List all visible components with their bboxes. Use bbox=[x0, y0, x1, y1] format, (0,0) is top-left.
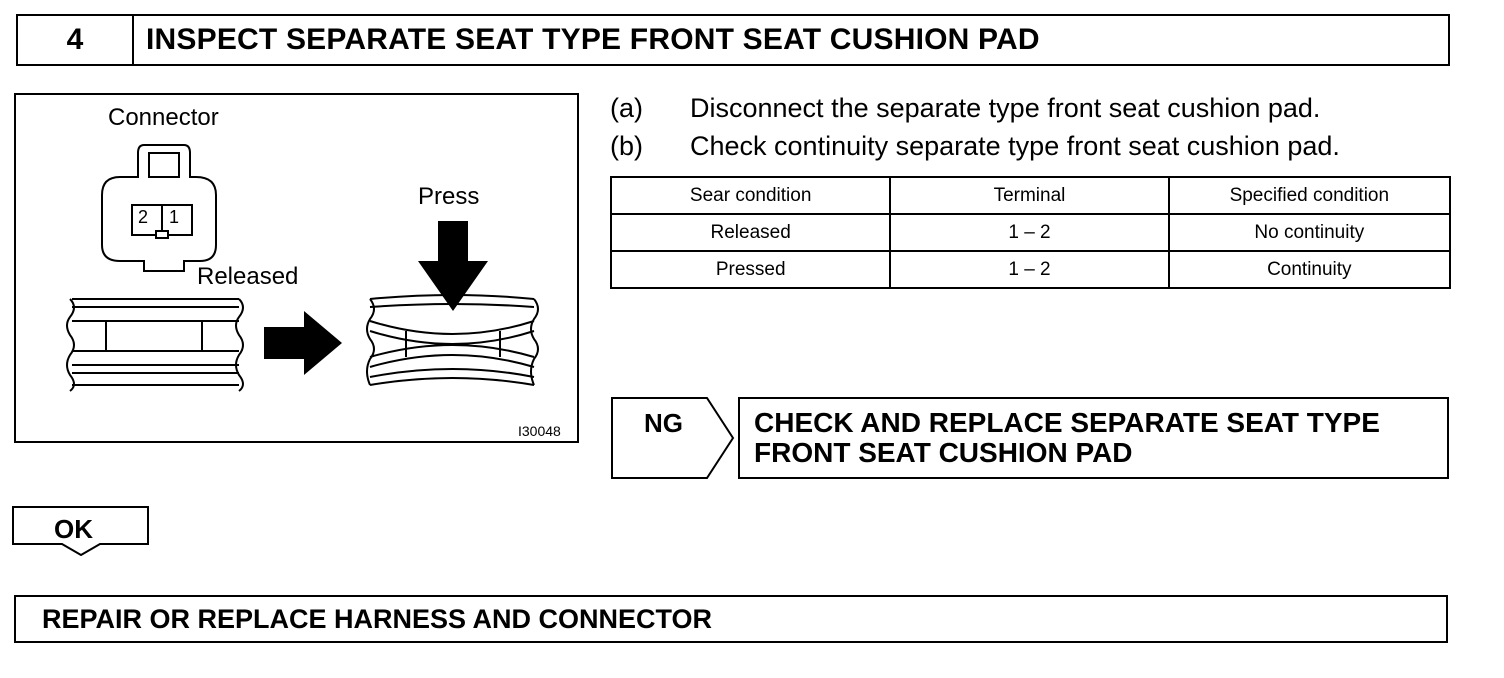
step-a-marker: (a) bbox=[610, 93, 643, 123]
next-step-box bbox=[14, 595, 1448, 643]
step-header bbox=[16, 14, 1450, 66]
figure-code: I30048 bbox=[518, 423, 561, 439]
ng-action-line-2: FRONT SEAT CUSHION PAD bbox=[754, 437, 1133, 468]
table-row bbox=[611, 251, 1450, 288]
continuity-table bbox=[610, 176, 1451, 289]
illustration-panel bbox=[14, 93, 579, 443]
step-a bbox=[610, 93, 1320, 124]
released-label: Released bbox=[197, 263, 299, 290]
table-cell: No continuity bbox=[1169, 214, 1450, 251]
table-cell: Released bbox=[611, 214, 890, 251]
step-title: INSPECT SEPARATE SEAT TYPE FRONT SEAT CUSHION PAD bbox=[146, 23, 1040, 56]
arrow-right-icon bbox=[264, 311, 342, 375]
ng-action-line-1: CHECK AND REPLACE SEPARATE SEAT TYPE bbox=[754, 407, 1380, 438]
pin-1-label: 1 bbox=[169, 207, 180, 227]
next-step-text: REPAIR OR REPLACE HARNESS AND CONNECTOR bbox=[42, 603, 713, 634]
connector-icon bbox=[102, 145, 216, 271]
table-cell: Continuity bbox=[1169, 251, 1450, 288]
step-b-marker: (b) bbox=[610, 131, 643, 161]
table-cell: 1 – 2 bbox=[890, 214, 1168, 251]
connector-label: Connector bbox=[108, 104, 219, 131]
table-header: Sear condition bbox=[611, 177, 890, 214]
table-row bbox=[611, 214, 1450, 251]
press-label: Press bbox=[418, 183, 480, 210]
ng-action-box bbox=[738, 397, 1449, 479]
pin-2-label: 2 bbox=[138, 207, 149, 227]
table-header-row bbox=[611, 177, 1450, 214]
ng-label: NG bbox=[644, 408, 683, 438]
step-b-text: Check continuity separate type front seat cushion pad. bbox=[690, 131, 1340, 161]
table-cell: Pressed bbox=[611, 251, 890, 288]
table-header: Specified condition bbox=[1169, 177, 1450, 214]
released-pad-icon bbox=[67, 299, 243, 391]
step-number: 4 bbox=[18, 16, 134, 64]
arrow-down-icon bbox=[418, 221, 488, 311]
ok-label: OK bbox=[54, 514, 93, 544]
table-header: Terminal bbox=[890, 177, 1168, 214]
step-a-text: Disconnect the separate type front seat cushion pad. bbox=[690, 93, 1321, 123]
step-b bbox=[610, 131, 1340, 162]
table-cell: 1 – 2 bbox=[890, 251, 1168, 288]
